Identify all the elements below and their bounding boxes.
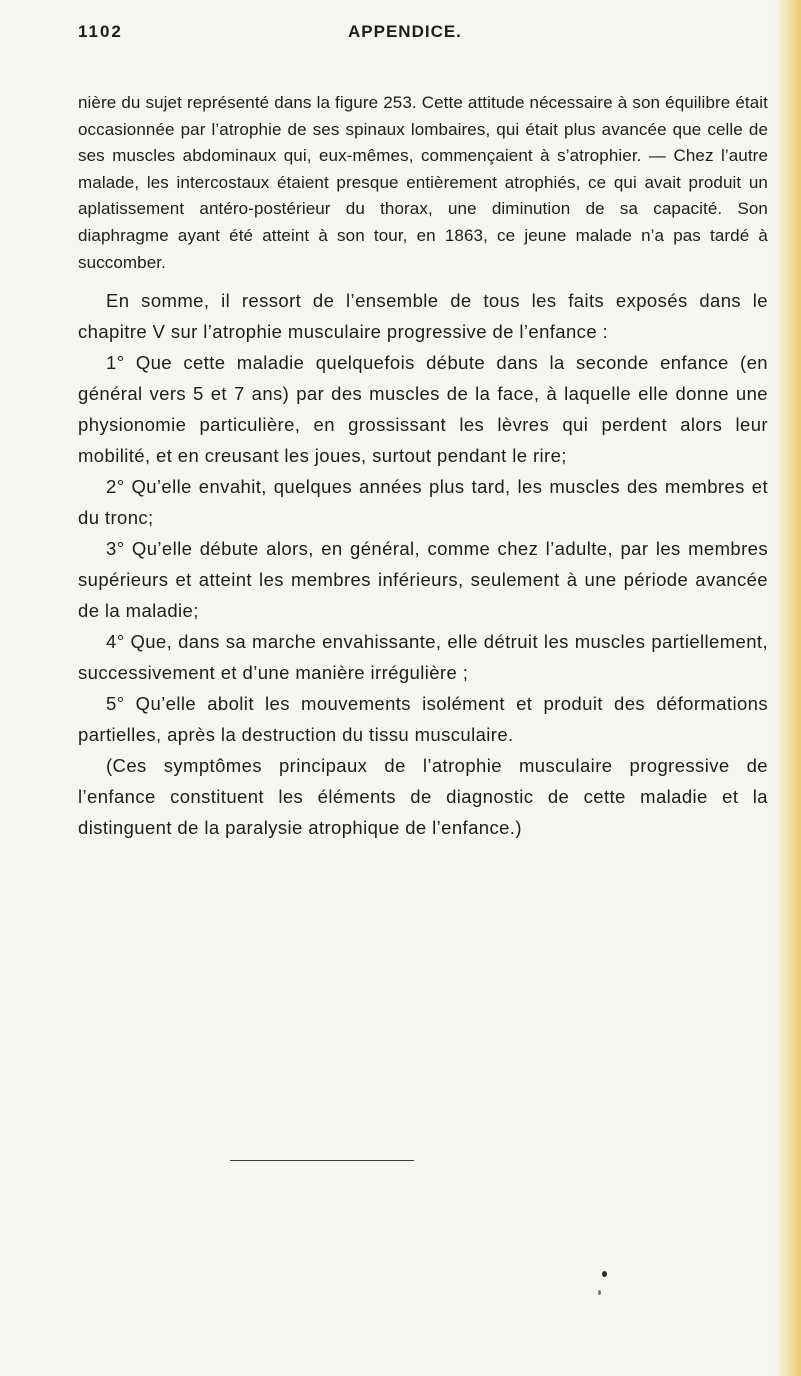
page-header (78, 22, 768, 58)
paragraph-conclusion: (Ces symptômes principaux de l’atrophie musculaire progressive de l’enfance constituent les éléments de diagnostic de cette maladie et la distinguent de la paralysie atrophique de l’enfance.) (78, 755, 768, 839)
page-number: 1102 (78, 22, 123, 41)
summary-section (78, 285, 768, 843)
section-divider (230, 1160, 414, 1161)
list-item-2: 2° Qu’elle envahit, quelques années plus tard, les muscles des membres et du tronc; (78, 476, 768, 529)
running-head: APPENDICE. (348, 22, 462, 41)
paragraph-continuation: nière du sujet représenté dans la figure 253. Cette attitude nécessaire à son équilibre était occasionnée par l’atrophie de ses spinaux lombaires, qui était plus avancée que celle de ses muscles abdominaux qui, eux-mêmes, commençaient à s’atrophier. — Chez l’autre malade, les intercostaux étaient presque entièrement atrophiés, ce qui avait produit un aplatissement antéro-postérieur du thorax, une diminution de sa capacité. Son diaphragme ayant été atteint à son tour, en 1863, ce jeune malade n’a pas tardé à succomber. (78, 93, 768, 272)
ink-speck (598, 1290, 601, 1295)
list-item-5: 5° Qu’elle abolit les mouvements isolément et produit des déformations partielles, après la destruction du tissu musculaire. (78, 693, 768, 746)
list-item-4: 4° Que, dans sa marche envahissante, elle détruit les muscles partiellement, successivement et d’une manière irrégulière ; (78, 631, 768, 684)
ink-speck (602, 1271, 607, 1277)
document-page (78, 22, 768, 843)
list-item-1: 1° Que cette maladie quelquefois débute dans la seconde enfance (en général vers 5 et 7 ans) par des muscles de la face, à laquelle elle donne une physionomie particulière, en grossissant les lèvres qui perdent alors leur mobilité, et en creusant les joues, surtout pendant le rire; (78, 352, 768, 467)
page-edge-discoloration (775, 0, 801, 1376)
paragraph-summary-intro: En somme, il ressort de l’ensemble de tous les faits exposés dans le chapitre V sur l’atrophie musculaire progressive de l’enfance : (78, 290, 768, 343)
list-item-3: 3° Qu’elle débute alors, en général, comme chez l’adulte, par les membres supérieurs et atteint les membres inférieurs, seulement à une période avancée de la maladie; (78, 538, 768, 622)
